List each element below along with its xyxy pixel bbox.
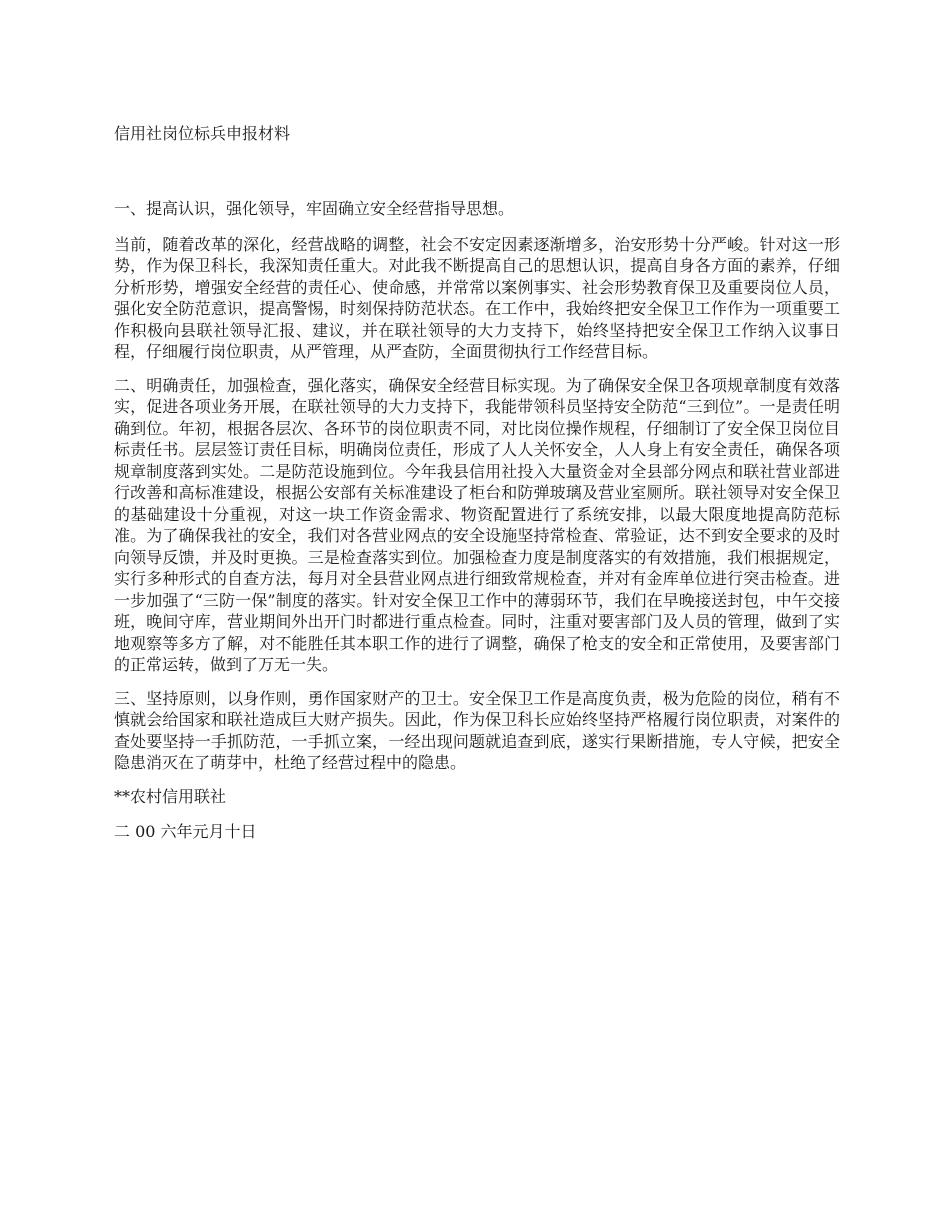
paragraph-2: 二、明确责任，加强检查，强化落实，确保安全经营目标实现。为了确保安全保卫各项规章制度有效落实，促进各项业务开展，在联社领导的大力支持下，我能带领科员坚持安全防范“三到位”。一是责任明确到位。年初，根据各层次、各环节的岗位职责不同，对比岗位操作规程，仔细制订了安全保卫岗位目标责任书。层层签订责任目标，明确岗位责任，形成了人人关怀安全，人人身上有安全责任，确保各项规章制度落到实处。二是防范设施到位。今年我县信用社投入大量资金对全县部分网点和联社营业部进行改善和高标准建设，根据公安部有关标准建设了柜台和防弹玻璃及营业室厕所。联社领导对安全保卫的基础建设十分重视，对这一块工作资金需求、物资配置进行了系统安排，以最大限度地提高防范标准。为了确保我社的安全，我们对各营业网点的安全设施坚持常检查、常验证，达不到安全要求的及时向领导反馈，并及时更换。三是检查落实到位。加强检查力度是制度落实的有效措施，我们根据规定，实行多种形式的自查方法，每月对全县营业网点进行细致常规检查，并对有金库单位进行突击检查。进一步加强了“三防一保”制度的落实。针对安全保卫工作中的薄弱环节，我们在早晚接送封包，中午交接班，晚间守库，营业期间外出开门时都进行重点检查。同时，注重对要害部门及人员的管理，做到了实地观察等多方了解，对不能胜任其本职工作的进行了调整，确保了枪支的安全和正常使用，及要害部门的正常运转，做到了万无一失。 [114, 375, 840, 674]
paragraph-1: 当前，随着改革的深化，经营战略的调整，社会不安定因素逐渐增多，治安形势十分严峻。针对这一形势，作为保卫科长，我深知责任重大。对此我不断提高自己的思想认识，提高自身各方面的素养，仔细分析形势，增强安全经营的责任心、使命感，并常常以案例事实、社会形势教育保卫及重要岗位人员，强化安全防范意识，提高警惕，时刻保持防范状态。在工作中，我始终把安全保卫工作作为一项重要工作积极向县联社领导汇报、建议，并在联社领导的大力支持下，始终坚持把安全保卫工作纳入议事日程，仔细履行岗位职责，从严管理，从严查防，全面贯彻执行工作经营目标。 [114, 234, 840, 361]
signature-organization: **农村信用联社 [114, 786, 227, 806]
document-page [114, 122, 840, 857]
paragraph-3: 三、坚持原则，以身作则，勇作国家财产的卫士。安全保卫工作是高度负责，极为危险的岗位，稍有不慎就会给国家和联社造成巨大财产损失。因此，作为保卫科长应始终坚持严格履行岗位职责，对案件的查处要坚持一手抓防范，一手抓立案，一经出现问题就追查到底，遂实行果断措施，专人守候，把安全隐患消灭在了萌芽中，杜绝了经营过程中的隐患。 [114, 688, 840, 772]
document-title: 信用社岗位标兵申报材料 [114, 124, 291, 143]
section-heading-1: 一、提高认识，强化领导，牢固确立安全经营指导思想。 [114, 199, 515, 218]
signature-date: 二 00 六年元月十日 [114, 822, 257, 841]
